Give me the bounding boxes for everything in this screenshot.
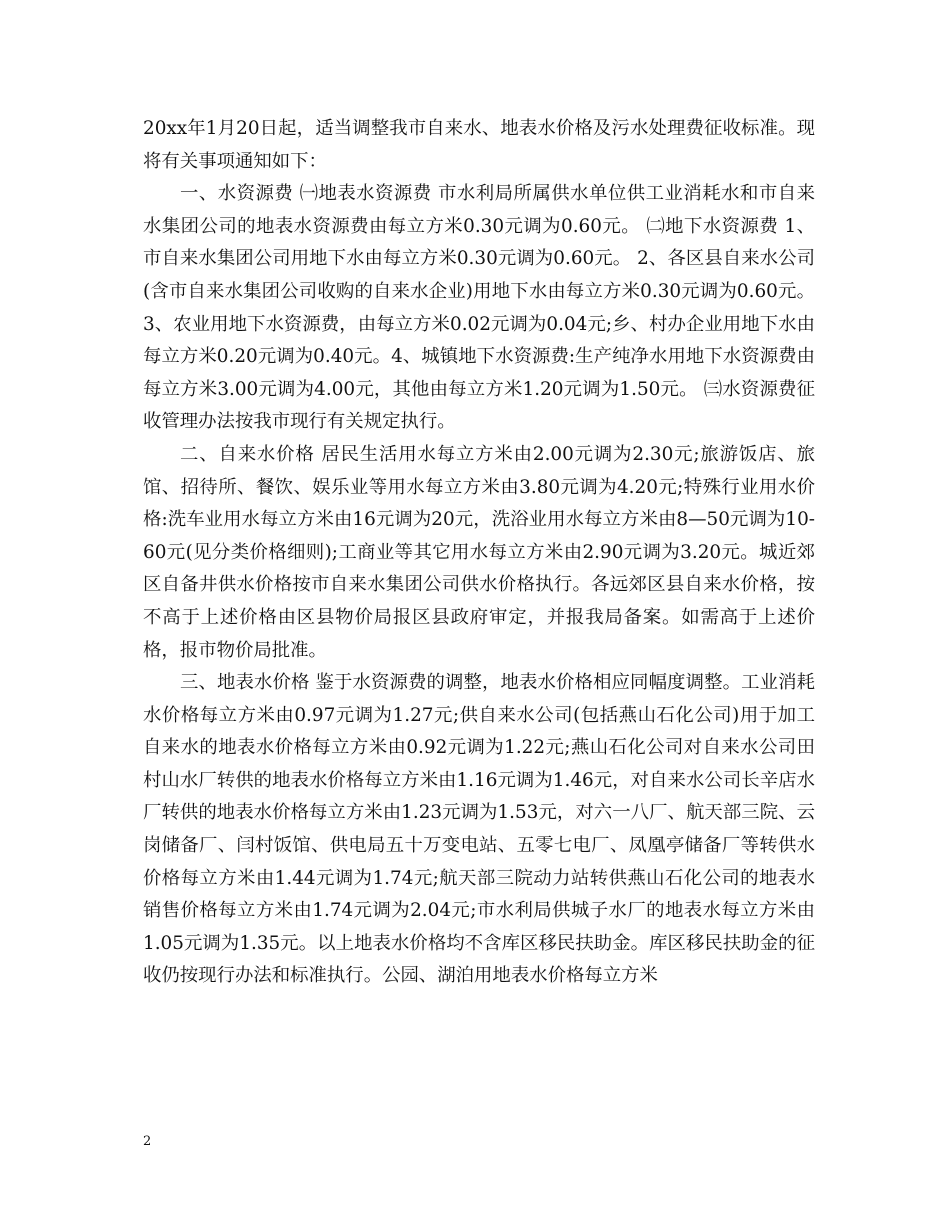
- paragraph-surface-water-price: 三、地表水价格 鉴于水资源费的调整，地表水价格相应同幅度调整。工业消耗水价格每立方米由0.97元调为1.27元;供自来水公司(包括燕山石化公司)用于加工自来水的地表水价格每立方米由0.92元调为1.22元;燕山石化公司对自来水公司田村山水厂转供的地表水价格每立方米由1.16元调为1.46元，对自来水公司长辛店水厂转供的地表水价格每立方米由1.23元调为1.53元，对六一八厂、航天部三院、云岗储备厂、闫村饭馆、供电局五十万变电站、五零七电厂、凤凰亭储备厂等转供水价格每立方米由1.44元调为1.74元;航天部三院动力站转供燕山石化公司的地表水销售价格每立方米由1.74元调为2.04元;市水利局供城子水厂的地表水每立方米由1.05元调为1.35元。以上地表水价格均不含库区移民扶助金。库区移民扶助金的征收仍按现行办法和标准执行。公园、湖泊用地表水价格每立方米: [143, 672, 815, 987]
- paragraph-intro: 20xx年1月20日起，适当调整我市自来水、地表水价格及污水处理费征收标准。现将有关事项通知如下：: [143, 118, 815, 172]
- paragraph-tap-water-price: 二、自来水价格 居民生活用水每立方米由2.00元调为2.30元;旅游饭店、旅馆、招待所、餐饮、娱乐业等用水每立方米由3.80元调为4.20元;特殊行业用水价格:洗车业用水每立方米由16元调为20元，洗浴业用水每立方米由8—50元调为10-60元(见分类价格细则);工商业等其它用水每立方米由2.90元调为3.20元。城近郊区自备井供水价格按市自来水集团公司供水价格执行。各远郊区县自来水价格，按不高于上述价格由区县物价局报区县政府审定，并报我局备案。如需高于上述价格，报市物价局批准。: [143, 443, 815, 661]
- document-body: [143, 113, 815, 993]
- page-number: 2: [143, 1134, 152, 1149]
- paragraph-water-resource-fee: 一、水资源费 ㈠地表水资源费 市水利局所属供水单位供工业消耗水和市自来水集团公司的地表水资源费由每立方米0.30元调为0.60元。 ㈡地下水资源费 1、市自来水集团公司用地下水由每立方米0.30元调为0.60元。 2、各区县自来水公司(含市自来水集团公司收购的自来水企业)用地下水由每立方米0.30元调为0.60元。 3、农业用地下水资源费，由每立方米0.02元调为0.04元;乡、村办企业用地下水由每立方米0.20元调为0.40元。4、城镇地下水资源费:生产纯净水用地下水资源费由每立方米3.00元调为4.00元，其他由每立方米1.20元调为1.50元。 ㈢水资源费征收管理办法按我市现行有关规定执行。: [143, 183, 815, 433]
